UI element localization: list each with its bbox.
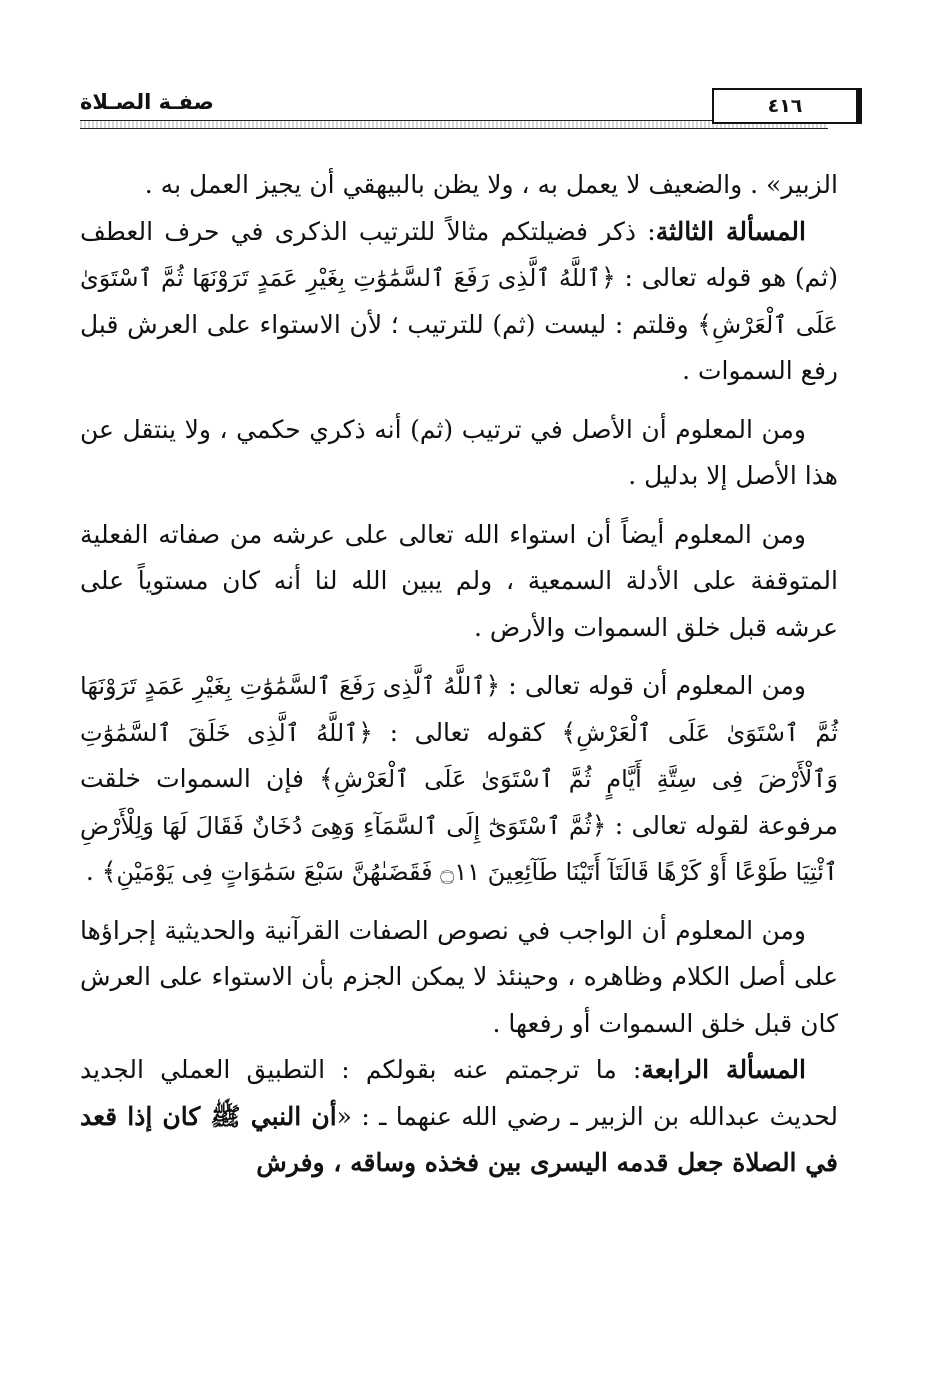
paragraph-text: الزبير» . والضعيف لا يعمل به ، ولا يظن بالبيهقي أن يجيز العمل به .: [144, 170, 838, 199]
paragraph-text: ومن المعلوم أن الأصل في ترتيب (ثم) أنه ذكري حكمي ، ولا ينتقل عن هذا الأصل إلا بدليل .: [80, 414, 838, 490]
running-title: صفـة الصـلاة: [80, 90, 214, 114]
quran-verse: ثُمَّ ٱسْتَوَىٰٓ إِلَى ٱلسَّمَآءِ وَهِىَ دُخَانٌ فَقَالَ لَهَا وَلِلْأَرْضِ ٱئْتِيَا طَوْعًا أَوْ كَرْهًا قَالَتَآ أَتَيْنَا طَآئِعِينَ ۝١١ فَقَضَىٰهُنَّ سَبْعَ سَمَٰوَاتٍ فِى يَوْمَيْنِ: [80, 811, 838, 886]
paragraph-text: ومن المعلوم أن قوله تعالى : ﴿: [485, 671, 806, 700]
paragraph-6: [80, 908, 838, 1048]
paragraph-text: ومن المعلوم أن الواجب في نصوص الصفات القرآنية والحديثية إجراؤها على أصل الكلام وظاهره ، وحينئذ لا يمكن الجزم بأن الاستواء على العرش كان قبل خلق السموات أو رفعها .: [80, 915, 838, 1038]
paragraph-7: [80, 1047, 838, 1187]
paragraph-text: : ما ترجمتم عنه بقولكم : التطبيق العملي الجديد لحديث عبدالله بن الزبير ـ رضي الله عنهما ـ : «: [80, 1055, 838, 1131]
quran-verse: ٱللَّهُ ٱلَّذِى رَفَعَ ٱلسَّمَٰوَٰتِ بِغَيْرِ عَمَدٍ تَرَوْنَهَا ثُمَّ ٱسْتَوَىٰ عَلَى ٱلْعَرْشِ: [80, 672, 838, 747]
paragraph-text: ﴾ فإن السموات خلقت مرفوعة لقوله تعالى : ﴿: [80, 764, 838, 840]
paragraph-text: ومن المعلوم أيضاً أن استواء الله تعالى على عرشه من صفاته الفعلية المتوقفة على الأدلة السمعية ، ولم يبين الله لنا أنه كان مستوياً على عرشه قبل خلق السموات والأرض .: [80, 519, 838, 642]
paragraph-4: [80, 512, 838, 652]
paragraph-3: [80, 407, 838, 500]
paragraph-1: [80, 162, 838, 209]
hadith-quote: أن النبي ﷺ كان إذا قعد في الصلاة جعل قدمه اليسرى بين فخذه وساقه ، وفرش: [80, 1101, 838, 1177]
paragraph-text: : ذكر فضيلتكم مثالاً للترتيب الذكرى في حرف العطف (ثم) هو قوله تعالى : ﴿: [80, 216, 838, 292]
paragraph-5: [80, 663, 838, 896]
quran-verse: ٱللَّهُ ٱلَّذِى خَلَقَ ٱلسَّمَٰوَٰتِ وَٱلْأَرْضَ فِى سِتَّةِ أَيَّامٍ ثُمَّ ٱسْتَوَىٰ عَلَى ٱلْعَرْشِ: [80, 718, 838, 793]
page-header: [80, 88, 828, 132]
page-number: ٤١٦: [712, 88, 862, 124]
paragraph-text: ﴾ وقلتم : ليست (ثم) للترتيب ؛ لأن الاستواء على العرش قبل رفع السموات .: [80, 309, 838, 385]
paragraph-text: ﴾ .: [85, 857, 117, 886]
paragraph-text: ﴾ كقوله تعالى : ﴿: [358, 717, 577, 747]
section-heading: المسألة الرابعة: [641, 1055, 806, 1084]
quran-verse: ٱللَّهُ ٱلَّذِى رَفَعَ ٱلسَّمَٰوَٰتِ بِغَيْرِ عَمَدٍ تَرَوْنَهَا ثُمَّ ٱسْتَوَىٰ عَلَى ٱلْعَرْشِ: [80, 264, 838, 339]
paragraph-2: [80, 209, 838, 395]
section-heading: المسألة الثالثة: [655, 216, 806, 246]
body-text: [80, 162, 838, 1187]
